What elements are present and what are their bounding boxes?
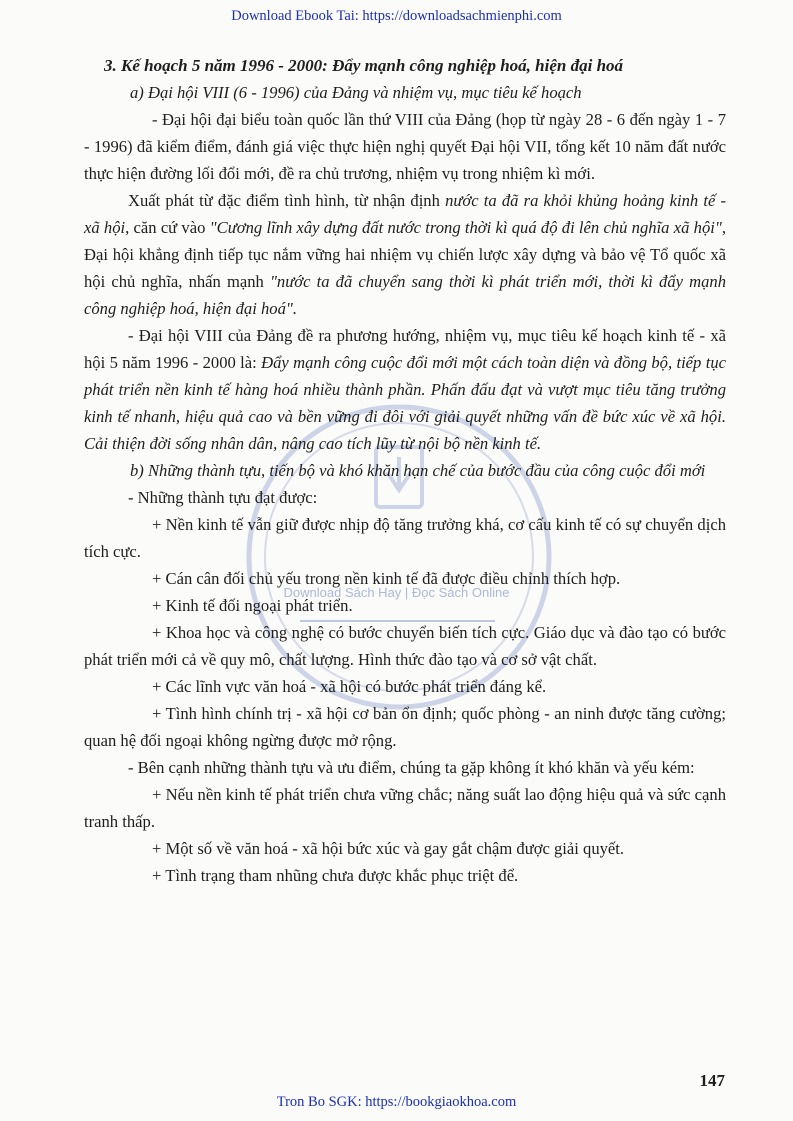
p3-text-1: - Đại hội VIII của Đảng đề ra phương hướng, nhiệm vụ, mục tiêu kế hoạch kinh tế - xã hội 5 năm 1996 - 2000 là:: [84, 326, 726, 372]
difficulty-item: + Tình trạng tham nhũng chưa được khắc phục triệt để.: [152, 866, 519, 885]
achievement-item: + Kinh tế đối ngoại phát triển.: [152, 596, 353, 615]
subheading-a: a) Đại hội VIII (6 - 1996) của Đảng và nhiệm vụ, mục tiêu kế hoạch: [130, 83, 582, 102]
p2-italic-1: nước ta đã ra khỏi khủng hoảng kinh tế - xã hội: [84, 191, 726, 237]
difficulty-item: + Nếu nền kinh tế phát triển chưa vững chắc; năng suất lao động hiệu quả và sức cạnh tranh thấp.: [84, 785, 726, 831]
footer-sgk-link[interactable]: Tron Bo SGK: https://bookgiaokhoa.com: [276, 1094, 517, 1110]
p2-text-3: , Đại hội khẳng định tiếp tục nắm vững hai nhiệm vụ chiến lược xây dựng và bảo vệ Tổ quốc xã hội chủ nghĩa, nhấn mạnh: [84, 218, 726, 291]
p2-italic-3: "nước ta đã chuyển sang thời kì phát triển mới, thời kì đẩy mạnh công nghiệp hoá, hiện đại hoá".: [84, 272, 726, 318]
p2-text-2: , căn cứ vào: [125, 218, 210, 237]
paragraph-3: [84, 322, 726, 457]
watermark-caption: Download Sách Hay | Đọc Sách Online: [283, 585, 510, 600]
paragraph-1: - Đại hội đại biểu toàn quốc lần thứ VIII của Đảng (họp từ ngày 28 - 6 đến ngày 1 - 7 - 1996) đã kiểm điểm, đánh giá việc thực hiện nghị quyết Đại hội VII, tổng kết 10 năm đất nước thực hiện đường lối đổi mới, đề ra chủ trương, nhiệm vụ trong nhiệm kì mới.: [84, 110, 726, 183]
paragraph-2: [84, 187, 726, 322]
page-number: 147: [699, 1071, 725, 1090]
achievement-item: + Tình hình chính trị - xã hội cơ bản ổn định; quốc phòng - an ninh được tăng cường; quan hệ đối ngoại không ngừng được mở rộng.: [84, 704, 726, 750]
difficulties-intro: - Bên cạnh những thành tựu và ưu điểm, chúng ta gặp không ít khó khăn và yếu kém:: [128, 758, 695, 777]
section-heading: 3. Kế hoạch 5 năm 1996 - 2000: Đẩy mạnh công nghiệp hoá, hiện đại hoá: [104, 56, 624, 75]
difficulty-item: + Một số về văn hoá - xã hội bức xúc và gay gắt chậm được giải quyết.: [152, 839, 625, 858]
subheading-b: b) Những thành tựu, tiến bộ và khó khăn hạn chế của bước đầu của công cuộc đổi mới: [130, 461, 706, 480]
p3-italic-1: Đẩy mạnh công cuộc đổi mới một cách toàn diện và đồng bộ, tiếp tục phát triển nền kinh tế hàng hoá nhiều thành phần. Phấn đấu đạt và vượt mục tiêu tăng trưởng kinh tế nhanh, hiệu quả cao và bền vững đi đôi với giải quyết những vấn đề bức xúc về xã hội. Cải thiện đời sống nhân dân, nâng cao tích lũy từ nội bộ nền kinh tế.: [84, 353, 726, 453]
header-download-link[interactable]: Download Ebook Tai: https://downloadsachmienphi.com: [231, 8, 562, 24]
achievement-item: + Nền kinh tế vẫn giữ được nhịp độ tăng trưởng khá, cơ cấu kinh tế có sự chuyển dịch tích cực.: [84, 515, 726, 561]
achievement-item: + Các lĩnh vực văn hoá - xã hội có bước phát triển đáng kể.: [152, 677, 547, 696]
page-content: [84, 52, 726, 889]
achievement-item: + Cán cân đối chủ yếu trong nền kinh tế đã được điều chỉnh thích hợp.: [152, 569, 621, 588]
achievement-item: + Khoa học và công nghệ có bước chuyển biến tích cực. Giáo dục và đào tạo có bước phát triển mới cả về quy mô, chất lượng. Hình thức đào tạo và cơ sở vật chất.: [84, 623, 726, 669]
p2-italic-2: "Cương lĩnh xây dựng đất nước trong thời kì quá độ đi lên chủ nghĩa xã hội": [209, 218, 722, 237]
p2-text-1: Xuất phát từ đặc điểm tình hình, từ nhận định: [128, 191, 446, 210]
achievements-intro: - Những thành tựu đạt được:: [128, 488, 318, 507]
